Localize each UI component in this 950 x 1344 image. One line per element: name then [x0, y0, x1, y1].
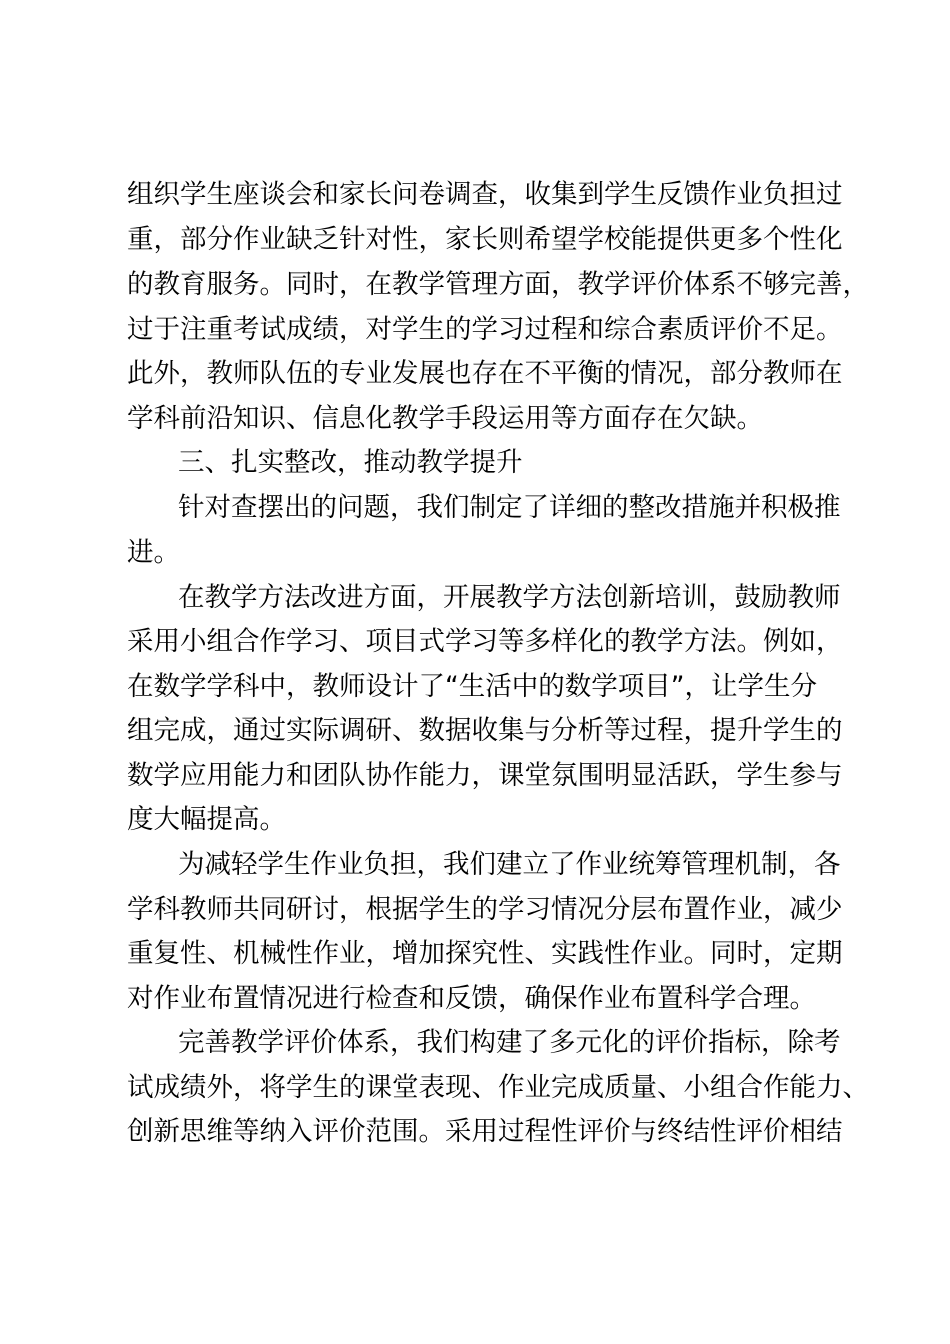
text-line: 学科教师共同研讨，根据学生的学习情况分层布置作业，减少 — [127, 894, 843, 925]
text-line: 重，部分作业缺乏针对性，家长则希望学校能提供更多个性化 — [127, 224, 843, 255]
text-line: 此外，教师队伍的专业发展也存在不平衡的情况，部分教师在 — [127, 358, 843, 389]
text-line: 在教学方法改进方面，开展教学方法创新培训，鼓励教师 — [178, 582, 841, 613]
text-line: 进。 — [127, 537, 180, 568]
text-line: 完善教学评价体系，我们构建了多元化的评价指标，除考 — [178, 1027, 841, 1058]
section-heading: 三、扎实整改，推动教学提升 — [178, 447, 523, 478]
text-line: 数学应用能力和团队协作能力，课堂氛围明显活跃，学生参与 — [127, 760, 843, 791]
text-line: 为减轻学生作业负担，我们建立了作业统筹管理机制，各 — [178, 849, 841, 880]
text-line: 学科前沿知识、信息化教学手段运用等方面存在欠缺。 — [127, 403, 763, 434]
text-line: 组完成，通过实际调研、数据收集与分析等过程，提升学生的 — [127, 715, 843, 746]
text-line: 重复性、机械性作业，增加探究性、实践性作业。同时，定期 — [127, 938, 843, 969]
text-line: 在数学学科中，教师设计了“生活中的数学项目”，让学生分 — [127, 671, 817, 702]
text-line: 创新思维等纳入评价范围。采用过程性评价与终结性评价相结 — [127, 1116, 843, 1147]
text-line: 采用小组合作学习、项目式学习等多样化的教学方法。例如， — [127, 626, 843, 657]
text-line: 的教育服务。同时，在教学管理方面，教学评价体系不够完善， — [127, 269, 869, 300]
text-line: 度大幅提高。 — [127, 804, 286, 835]
text-line: 试成绩外，将学生的课堂表现、作业完成质量、小组合作能力、 — [127, 1072, 869, 1103]
text-line: 组织学生座谈会和家长问卷调查，收集到学生反馈作业负担过 — [127, 179, 843, 210]
text-line: 对作业布置情况进行检查和反馈，确保作业布置科学合理。 — [127, 983, 816, 1014]
text-line: 针对查摆出的问题，我们制定了详细的整改措施并积极推 — [178, 492, 841, 523]
text-line: 过于注重考试成绩，对学生的学习过程和综合素质评价不足。 — [127, 314, 843, 345]
